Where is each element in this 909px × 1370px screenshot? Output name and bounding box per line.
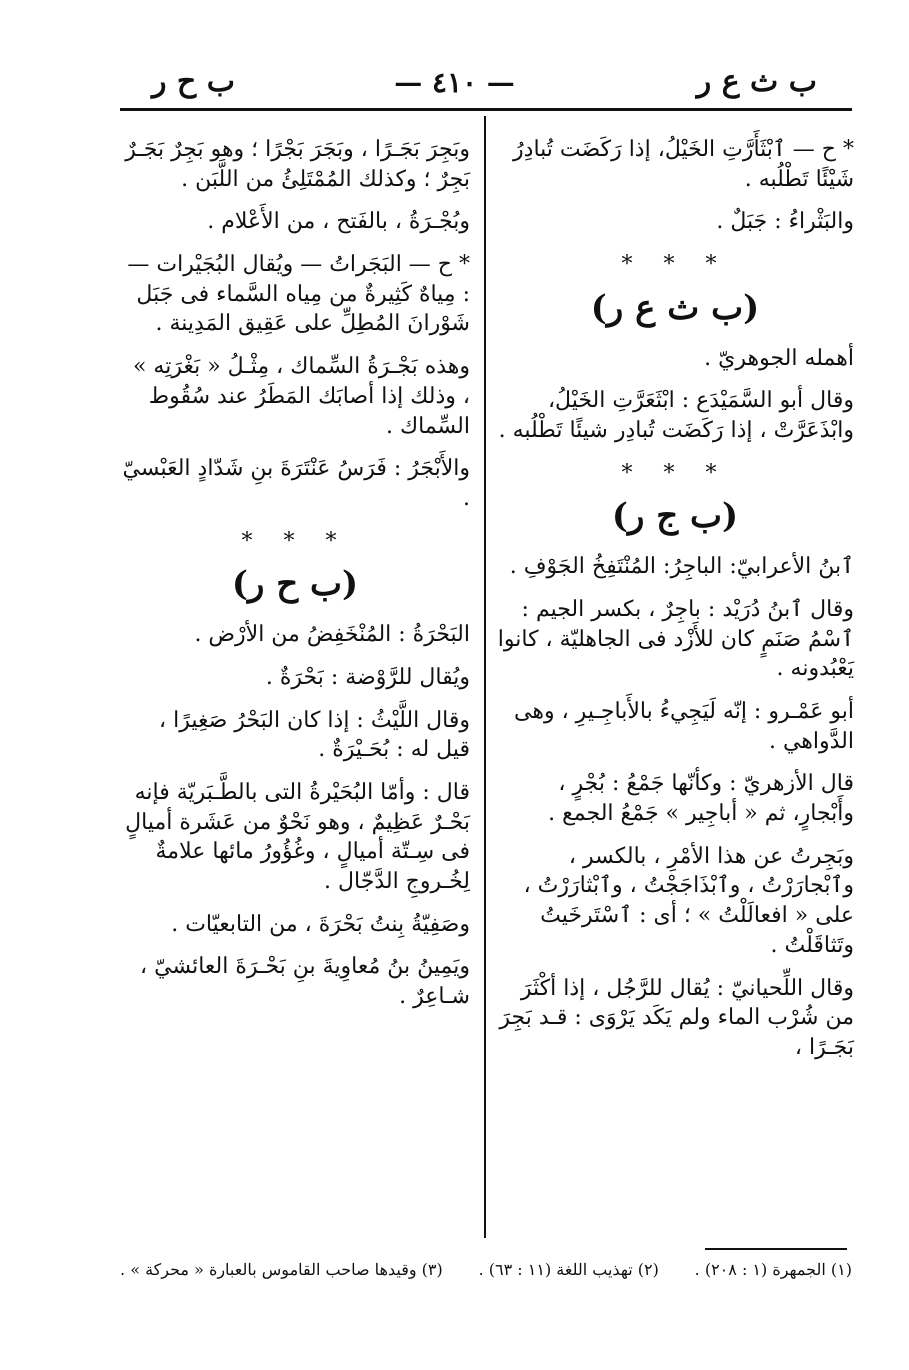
- entry-paragraph: وبُجْـرَةُ ، بالفَتح ، من الأَعْلام .: [207, 209, 470, 235]
- entry-paragraph: وهذه بَجْـرَةُ السِّماك ، مِثْـلُ « بَغْرَتِه » ، وذلك إذا أصابَك المَطَرُ عند سُقُوط السِّماك .: [132, 354, 470, 439]
- footnote-rule: [705, 1248, 847, 1250]
- entry-paragraph: ٱبنُ الأعرابيّ: الباجِرُ: المُنْتَفِخُ الجَوْفِ .: [509, 554, 854, 580]
- entry-paragraph: قال الأزهريّ : وكأنّها جَمْعُ : بُجْرٍ ، وأَبْجارٍ، ثم « أباجِير » جَمْعُ الجمع .: [548, 771, 854, 827]
- left-column: [120, 135, 470, 1025]
- entry-paragraph: * ح — البَجَراتُ — ويُقال البُجَيْرات — : مِياهٌ كَثِيرةٌ من مِياه السَّماء فى جَبَل شَوْرانَ المُطِلِّ على عَقِيق المَدِينة .: [127, 252, 470, 337]
- footnote-3: (٣) وقيدها صاحب القاموس بالعبارة « محركة » .: [120, 1260, 443, 1279]
- entry-paragraph: وقال ٱبنُ دُرَيْد : باجِرٌ ، بكسر الجيم : ٱسْمُ صَنَمٍ كان للأَزْد فى الجاهليّة ، كانوا يَعْبُدونه .: [497, 596, 854, 682]
- section-heading: (ب ث ع ر): [590, 287, 760, 328]
- footnotes: [120, 1260, 852, 1279]
- section-heading: (ب ج ر): [611, 496, 739, 537]
- header-root-letters: ب ث ع ر: [696, 64, 817, 99]
- entry-paragraph: أبو عَمْـرو : إنّه لَيَجِيءُ بالأَباجِـيرِ ، وهى الدَّواهي .: [514, 699, 854, 754]
- right-column: [496, 135, 854, 1076]
- entry-paragraph: ويُقال للرَّوْضة : بَحْرَةٌ .: [265, 664, 470, 690]
- entry-paragraph: وقال اللِّحيانيّ : يُقال للرَّجُل ، إذا أكْثَرَ من شُرْب الماء ولم يَكَد يَرْوَى : قـد بَجِرَ بَجَـرًا ،: [499, 975, 854, 1060]
- footnote-1: (١) الجمهرة (١ : ٢٠٨) .: [694, 1260, 852, 1279]
- entry-paragraph: وبَجِرتُ عن هذا الأمْرِ ، بالكسر ، وٱبْجارَرْتُ ، وٱبْذَاجَجْتُ ، وٱبْثارَرْتُ ، على « افعالَلْتُ » ؛ أى : ٱسْتَرخَيتُ وتَثاقَلْتُ .: [523, 843, 854, 958]
- entry-paragraph: ويَمِينُ بنُ مُعاوِيةَ بنِ بَحْـرَةَ العائشيّ ، شـاعِرٌ .: [140, 954, 470, 1010]
- section-separator: * * *: [241, 528, 349, 554]
- entry-paragraph: وقال اللَّيْثُ : إذا كان البَحْرُ صَغِيرًا ، قيل له : بُحَـيْرَةٌ .: [159, 707, 470, 763]
- section-heading: (ب ح ر): [231, 564, 359, 605]
- footnote-2: (٢) تهذيب اللغة (١١ : ٦٣) .: [478, 1260, 659, 1279]
- entry-paragraph: وقال أبو السَّمَيْدَع : ابْثَعَرَّتِ الخَيْلُ، وابْذَعَرَّتْ ، إذا رَكَضَت تُبادِر شيئًا تَطْلُبه .: [498, 388, 854, 444]
- entry-paragraph: والبَثْراءُ : جَبَلٌ .: [716, 209, 854, 235]
- section-separator: * * *: [621, 252, 729, 278]
- header-root-letters-left: ب ح ر: [152, 64, 235, 99]
- entry-paragraph: والأَبْجَرُ : فَرَسُ عَنْتَرَةَ بنِ شَدّادٍ العَبْسيّ .: [122, 456, 470, 511]
- entry-paragraph: البَحْرَةُ : المُنْخَفِضُ من الأرْض .: [194, 622, 470, 648]
- entry-paragraph: وبَجِرَ بَجَـرًا ، وبَجَرَ بَجْرًا ؛ وهو بَجِرٌ بَجَـرٌ بَجِرٌ ؛ وكذلك المُمْتَلِئُ من اللَّبَن .: [125, 137, 470, 192]
- entry-paragraph: وصَفِيّةُ بِنتُ بَحْرَةَ ، من التابعيّات .: [171, 911, 470, 937]
- section-separator: * * *: [621, 460, 729, 486]
- entry-paragraph: * ح — ٱبْثَأَرَّتِ الخَيْلُ، إذا رَكَضَت تُبادِرُ شَيْئًا تَطْلُبه .: [513, 137, 854, 192]
- page-number: — ٤١٠ —: [394, 66, 515, 99]
- column-divider: [484, 116, 486, 1238]
- header-rule: [120, 108, 852, 111]
- entry-paragraph: قال : وأمّا البُحَيْرةُ التى بالطَّـبَريّة فإنه بَحْـرٌ عَظِيمٌ ، وهو نَحْوٌ من عَشَرة أميالٍ فى سِـتّة أميالٍ ، وغُؤُورُ مائها علامةٌ لِخُـروجِ الدَّجّال .: [125, 779, 470, 894]
- entry-paragraph: أهمله الجوهريّ .: [704, 345, 854, 371]
